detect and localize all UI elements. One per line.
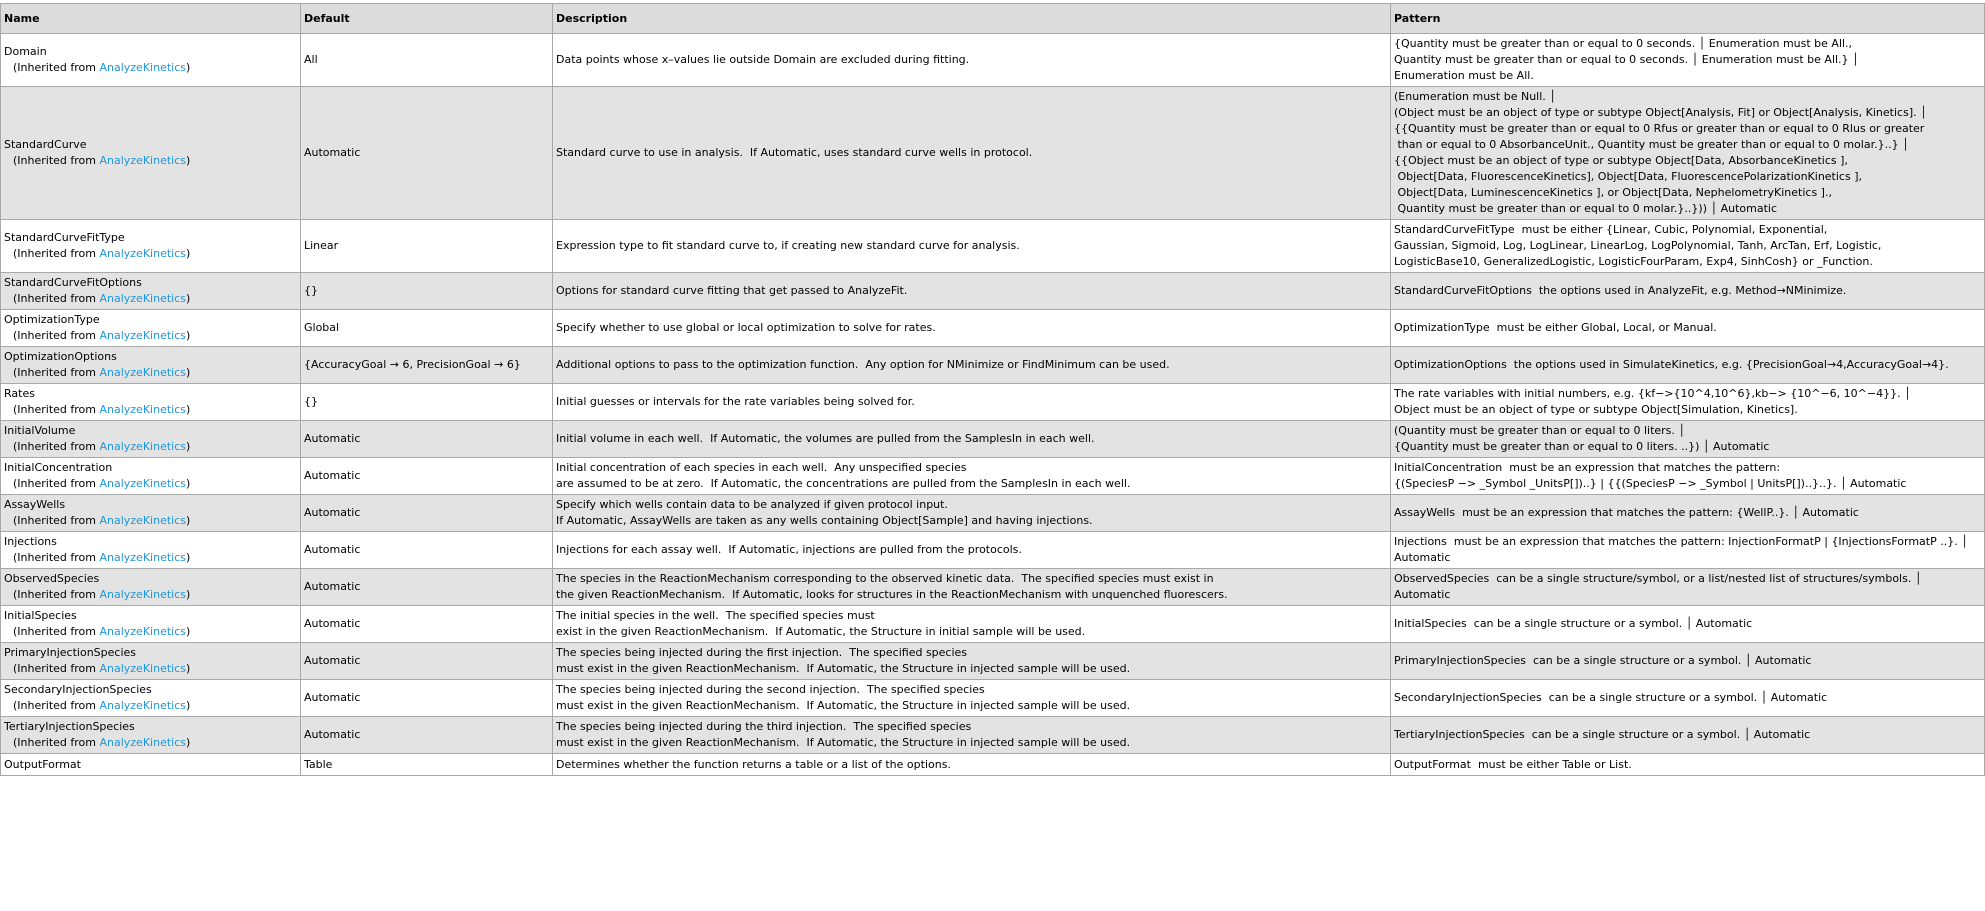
inherited-suffix: ) (186, 477, 191, 490)
inherited-note (4, 402, 297, 418)
table-row (1, 606, 1985, 643)
option-default: Automatic (301, 643, 553, 680)
analyzekinetics-link[interactable]: AnalyzeKinetics (99, 736, 186, 749)
analyzekinetics-link[interactable]: AnalyzeKinetics (99, 292, 186, 305)
option-pattern: (Quantity must be greater than or equal to 0 liters. │ {Quantity must be greater than or equal to 0 liters. ..}) │ Automatic (1391, 421, 1985, 458)
option-name: OptimizationOptions (4, 350, 117, 363)
inherited-prefix: (Inherited from (13, 292, 100, 305)
inherited-suffix: ) (186, 588, 191, 601)
option-description: Initial concentration of each species in each well. Any unspecified species are assumed to be at zero. If Automatic, the concentrations are pulled from the SamplesIn in each well. (553, 458, 1391, 495)
inherited-prefix: (Inherited from (13, 514, 100, 527)
inherited-note (4, 698, 297, 714)
option-pattern: Injections must be an expression that matches the pattern: InjectionFormatP | {InjectionsFormatP ..}. │ Automatic (1391, 532, 1985, 569)
table-row (1, 34, 1985, 87)
option-description: The species being injected during the first injection. The specified species must exist in the given ReactionMechanism. If Automatic, the Structure in injected sample will be used. (553, 643, 1391, 680)
inherited-suffix: ) (186, 366, 191, 379)
inherited-note (4, 328, 297, 344)
analyzekinetics-link[interactable]: AnalyzeKinetics (99, 61, 186, 74)
option-pattern: ObservedSpecies can be a single structure/symbol, or a list/nested list of structures/symbols. │ Automatic (1391, 569, 1985, 606)
inherited-prefix: (Inherited from (13, 625, 100, 638)
inherited-suffix: ) (186, 154, 191, 167)
option-description: Specify whether to use global or local optimization to solve for rates. (553, 310, 1391, 347)
option-default: Automatic (301, 87, 553, 220)
option-default: {} (301, 384, 553, 421)
option-pattern: OptimizationType must be either Global, Local, or Manual. (1391, 310, 1985, 347)
option-default: {} (301, 273, 553, 310)
analyzekinetics-link[interactable]: AnalyzeKinetics (99, 514, 186, 527)
inherited-note (4, 153, 297, 169)
inherited-suffix: ) (186, 440, 191, 453)
inherited-prefix: (Inherited from (13, 662, 100, 675)
option-default: Linear (301, 220, 553, 273)
option-pattern: SecondaryInjectionSpecies can be a single structure or a symbol. │ Automatic (1391, 680, 1985, 717)
inherited-suffix: ) (186, 292, 191, 305)
inherited-note (4, 476, 297, 492)
inherited-prefix: (Inherited from (13, 699, 100, 712)
inherited-note (4, 587, 297, 603)
option-name-cell (1, 310, 301, 347)
header-row (1, 4, 1985, 34)
option-default: {AccuracyGoal → 6, PrecisionGoal → 6} (301, 347, 553, 384)
option-pattern: (Enumeration must be Null. │ (Object must be an object of type or subtype Object[Analysis, Fit] or Object[Analysis, Kinetics]. │ {{Quantity must be greater than or equal to 0 Rfus or greater than or equal to 0 Rlus or greater than or equal to 0 AbsorbanceUnit., Quantity must be greater than or equal to 0 molar.}..} │ {{Object must be an object of type or subtype Object[Data, AbsorbanceKinetics ], Object[Data, FluorescenceKinetics], Object[Data, FluorescencePolarizationKinetics ], Object[Data, LuminescenceKinetics ], or Object[Data, NephelometryKinetics ]., Quantity must be greater than or equal to 0 molar.}..})) │ Automatic (1391, 87, 1985, 220)
table-body (1, 34, 1985, 776)
option-name-cell (1, 643, 301, 680)
option-name-cell (1, 680, 301, 717)
analyzekinetics-link[interactable]: AnalyzeKinetics (99, 477, 186, 490)
option-name: StandardCurveFitType (4, 231, 125, 244)
option-name: OutputFormat (4, 757, 81, 771)
table-row (1, 754, 1985, 776)
option-pattern: InitialSpecies can be a single structure or a symbol. │ Automatic (1391, 606, 1985, 643)
option-name: InitialVolume (4, 424, 76, 437)
option-default: Automatic (301, 680, 553, 717)
option-name-cell (1, 495, 301, 532)
option-name: InitialSpecies (4, 609, 77, 622)
inherited-prefix: (Inherited from (13, 551, 100, 564)
option-name: InitialConcentration (4, 461, 113, 474)
analyzekinetics-link[interactable]: AnalyzeKinetics (99, 247, 186, 260)
table-row (1, 87, 1985, 220)
option-name: ObservedSpecies (4, 572, 100, 585)
option-name-cell (1, 220, 301, 273)
option-pattern: StandardCurveFitType must be either {Linear, Cubic, Polynomial, Exponential, Gaussian, Sigmoid, Log, LogLinear, LinearLog, LogPolynomial, Tanh, ArcTan, Erf, Logistic, LogisticBase10, GeneralizedLogistic, LogisticFourParam, Exp4, SinhCosh} or _Function. (1391, 220, 1985, 273)
options-table (0, 3, 1985, 776)
inherited-suffix: ) (186, 329, 191, 342)
inherited-suffix: ) (186, 514, 191, 527)
option-pattern: InitialConcentration must be an expression that matches the pattern: {(SpeciesP −> _Symbol _UnitsP[])..} | {{(SpeciesP −> _Symbol | UnitsP[])..}..}. │ Automatic (1391, 458, 1985, 495)
table-row (1, 384, 1985, 421)
inherited-suffix: ) (186, 247, 191, 260)
inherited-note (4, 550, 297, 566)
option-name: TertiaryInjectionSpecies (4, 720, 135, 733)
inherited-prefix: (Inherited from (13, 477, 100, 490)
inherited-suffix: ) (186, 662, 191, 675)
inherited-note (4, 735, 297, 751)
analyzekinetics-link[interactable]: AnalyzeKinetics (99, 329, 186, 342)
option-pattern: PrimaryInjectionSpecies can be a single structure or a symbol. │ Automatic (1391, 643, 1985, 680)
inherited-note (4, 60, 297, 76)
option-name-cell (1, 532, 301, 569)
inherited-note (4, 439, 297, 455)
inherited-suffix: ) (186, 551, 191, 564)
option-description: The initial species in the well. The specified species must exist in the given ReactionMechanism. If Automatic, the Structure in initial sample will be used. (553, 606, 1391, 643)
inherited-note (4, 365, 297, 381)
option-description: Expression type to fit standard curve to, if creating new standard curve for analysis. (553, 220, 1391, 273)
analyzekinetics-link[interactable]: AnalyzeKinetics (99, 588, 186, 601)
option-default: Global (301, 310, 553, 347)
option-name-cell (1, 34, 301, 87)
inherited-suffix: ) (186, 625, 191, 638)
option-description: Options for standard curve fitting that get passed to AnalyzeFit. (553, 273, 1391, 310)
header-default: Default (301, 4, 553, 34)
option-name-cell (1, 717, 301, 754)
option-name-cell (1, 87, 301, 220)
inherited-note (4, 291, 297, 307)
table-row (1, 220, 1985, 273)
inherited-note (4, 661, 297, 677)
option-name: StandardCurveFitOptions (4, 276, 142, 289)
analyzekinetics-link[interactable]: AnalyzeKinetics (99, 699, 186, 712)
option-pattern: {Quantity must be greater than or equal to 0 seconds. │ Enumeration must be All., Quantity must be greater than or equal to 0 seconds. │ Enumeration must be All.} │ Enumeration must be All. (1391, 34, 1985, 87)
inherited-note (4, 246, 297, 262)
option-name: Injections (4, 535, 57, 548)
inherited-prefix: (Inherited from (13, 366, 100, 379)
option-description: Initial volume in each well. If Automatic, the volumes are pulled from the SamplesIn in each well. (553, 421, 1391, 458)
table-row (1, 532, 1985, 569)
option-description: The species being injected during the second injection. The specified species must exist in the given ReactionMechanism. If Automatic, the Structure in injected sample will be used. (553, 680, 1391, 717)
option-name-cell (1, 606, 301, 643)
table-row (1, 495, 1985, 532)
option-name: StandardCurve (4, 138, 87, 151)
analyzekinetics-link[interactable]: AnalyzeKinetics (99, 551, 186, 564)
inherited-prefix: (Inherited from (13, 61, 100, 74)
option-description: Standard curve to use in analysis. If Automatic, uses standard curve wells in protocol. (553, 87, 1391, 220)
option-pattern: StandardCurveFitOptions the options used in AnalyzeFit, e.g. Method→NMinimize. (1391, 273, 1985, 310)
option-name-cell (1, 569, 301, 606)
inherited-prefix: (Inherited from (13, 403, 100, 416)
option-default: Automatic (301, 717, 553, 754)
option-description: Additional options to pass to the optimization function. Any option for NMinimize or FindMinimum can be used. (553, 347, 1391, 384)
option-default: Automatic (301, 495, 553, 532)
option-name: Rates (4, 387, 35, 400)
table-row (1, 458, 1985, 495)
inherited-prefix: (Inherited from (13, 329, 100, 342)
table-row (1, 347, 1985, 384)
analyzekinetics-link[interactable]: AnalyzeKinetics (99, 625, 186, 638)
table-row (1, 273, 1985, 310)
table-row (1, 421, 1985, 458)
table-row (1, 643, 1985, 680)
inherited-suffix: ) (186, 699, 191, 712)
table-row (1, 680, 1985, 717)
option-name-cell (1, 347, 301, 384)
table-row (1, 569, 1985, 606)
inherited-prefix: (Inherited from (13, 247, 100, 260)
option-name-cell (1, 421, 301, 458)
header-pattern: Pattern (1391, 4, 1985, 34)
option-pattern: OutputFormat must be either Table or List. (1391, 754, 1985, 776)
inherited-note (4, 513, 297, 529)
analyzekinetics-link[interactable]: AnalyzeKinetics (99, 366, 186, 379)
option-name: SecondaryInjectionSpecies (4, 683, 152, 696)
option-name: Domain (4, 45, 47, 58)
inherited-prefix: (Inherited from (13, 440, 100, 453)
analyzekinetics-link[interactable]: AnalyzeKinetics (99, 662, 186, 675)
option-description: Data points whose x–values lie outside Domain are excluded during fitting. (553, 34, 1391, 87)
inherited-suffix: ) (186, 736, 191, 749)
option-name-cell (1, 384, 301, 421)
option-name-cell (1, 754, 301, 776)
option-pattern: The rate variables with initial numbers, e.g. {kf−>{10^4,10^6},kb−> {10^−6, 10^−4}}. │ Object must be an object of type or subtype Object[Simulation, Kinetics]. (1391, 384, 1985, 421)
option-description: Specify which wells contain data to be analyzed if given protocol input. If Automatic, AssayWells are taken as any wells containing Object[Sample] and having injections. (553, 495, 1391, 532)
option-default: Automatic (301, 532, 553, 569)
option-name: PrimaryInjectionSpecies (4, 646, 136, 659)
inherited-prefix: (Inherited from (13, 154, 100, 167)
analyzekinetics-link[interactable]: AnalyzeKinetics (99, 154, 186, 167)
option-default: Automatic (301, 421, 553, 458)
option-name-cell (1, 273, 301, 310)
option-default: Automatic (301, 569, 553, 606)
table-row (1, 310, 1985, 347)
option-name: OptimizationType (4, 313, 100, 326)
option-description: The species being injected during the third injection. The specified species must exist in the given ReactionMechanism. If Automatic, the Structure in injected sample will be used. (553, 717, 1391, 754)
header-name: Name (1, 4, 301, 34)
option-description: Injections for each assay well. If Automatic, injections are pulled from the protocols. (553, 532, 1391, 569)
analyzekinetics-link[interactable]: AnalyzeKinetics (99, 403, 186, 416)
option-description: Determines whether the function returns a table or a list of the options. (553, 754, 1391, 776)
header-description: Description (553, 4, 1391, 34)
option-name: AssayWells (4, 498, 66, 511)
analyzekinetics-link[interactable]: AnalyzeKinetics (99, 440, 186, 453)
inherited-prefix: (Inherited from (13, 736, 100, 749)
option-pattern: AssayWells must be an expression that matches the pattern: {WellP..}. │ Automatic (1391, 495, 1985, 532)
option-pattern: OptimizationOptions the options used in SimulateKinetics, e.g. {PrecisionGoal→4,AccuracyGoal→4}. (1391, 347, 1985, 384)
option-default: All (301, 34, 553, 87)
inherited-prefix: (Inherited from (13, 588, 100, 601)
table-row (1, 717, 1985, 754)
option-description: Initial guesses or intervals for the rate variables being solved for. (553, 384, 1391, 421)
option-name-cell (1, 458, 301, 495)
inherited-note (4, 624, 297, 640)
option-default: Table (301, 754, 553, 776)
inherited-suffix: ) (186, 61, 191, 74)
option-pattern: TertiaryInjectionSpecies can be a single structure or a symbol. │ Automatic (1391, 717, 1985, 754)
option-description: The species in the ReactionMechanism corresponding to the observed kinetic data. The specified species must exist in the given ReactionMechanism. If Automatic, looks for structures in the ReactionMechanism with unquenched fluorescers. (553, 569, 1391, 606)
inherited-suffix: ) (186, 403, 191, 416)
option-default: Automatic (301, 606, 553, 643)
option-default: Automatic (301, 458, 553, 495)
